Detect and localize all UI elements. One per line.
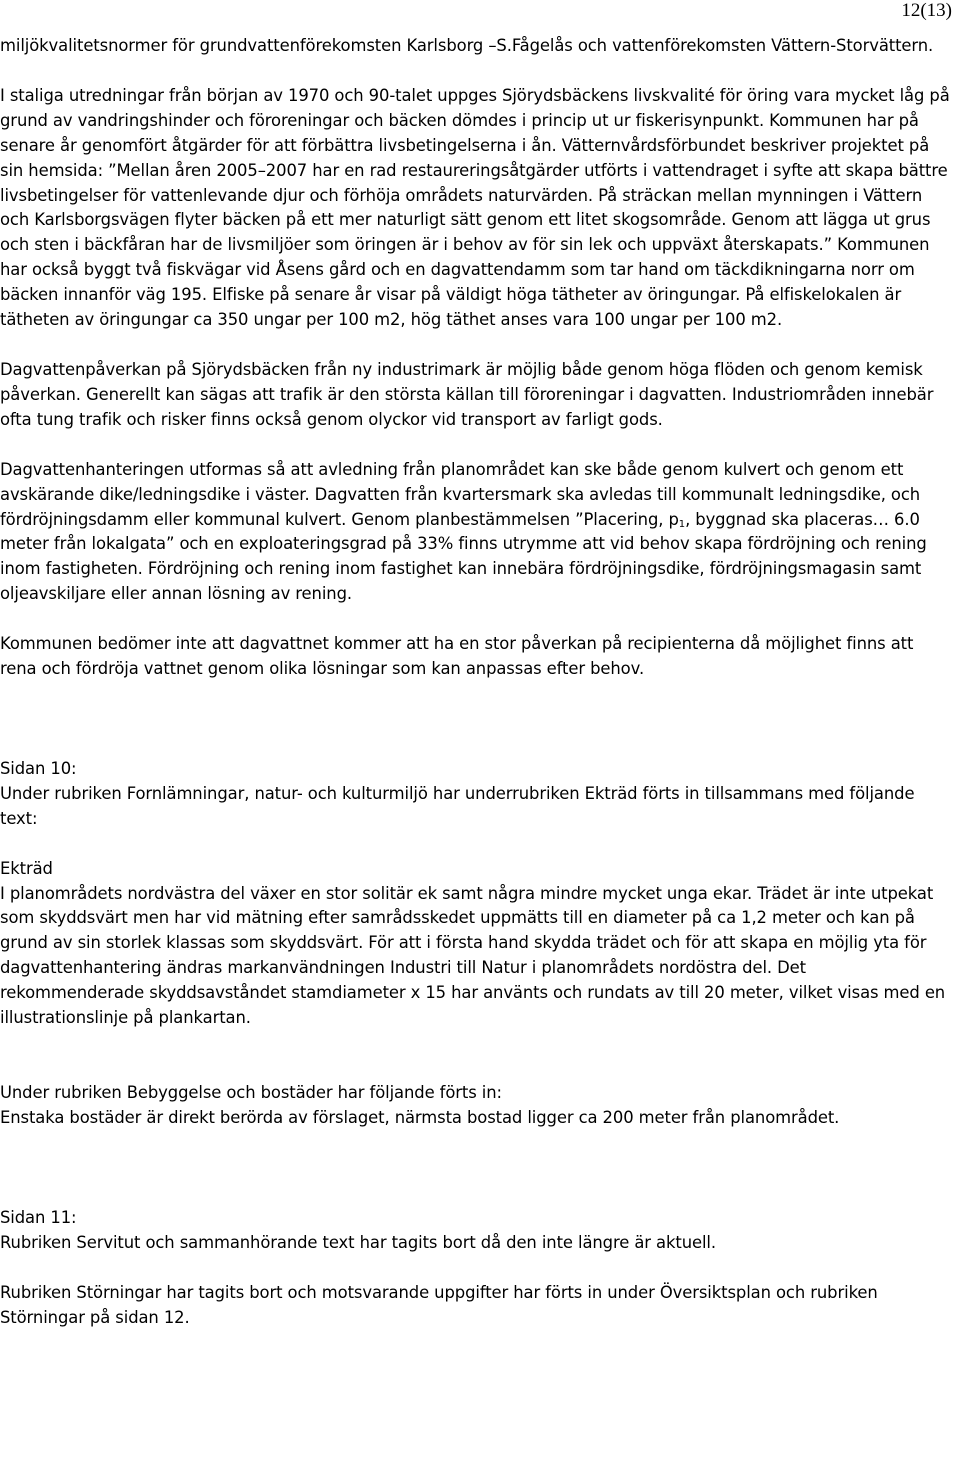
paragraph-spacer: [0, 433, 952, 458]
dagvattenhantering-text-end: , byggnad ska placeras… 6.0 meter från lokalgata” och en exploateringsgrad på 33% finns utrymme att vid behov skapa fördröjning och rening inom fastigheten. Fördröjning och rening inom fastighet kan innebära fördröjningsdike, fördröjningsmagasin samt oljeavskiljare eller annan lösning av rening.: [0, 509, 927, 604]
paragraph-sjorydsbacken: I staliga utredningar från början av 1970 och 90-talet uppges Sjörydsbäckens livskvalité för öring vara mycket låg på grund av vandringshinder och föroreningar och bäcken dömdes i princip ut ur fiskerisynpunkt. Kommunen har på senare år genomfört åtgärder för att förbättra livsbetingelserna i ån. Vätternvårdsförbundet beskriver projektet på sin hemsida: ”Mellan åren 2005–2007 har en rad restaureringsåtgärder utförts i vattendraget i syfte att skapa bättre livsbetingelser för vattenlevande djur och förhöja områdets naturvärden. På sträckan mellan mynningen i Vättern och Karlsborgsvägen flyter bäcken på ett mer naturligt sätt genom ett litet skogsområde. Genom att lägga ut grus och sten i bäckfåran har de livsmiljöer som öringen är i behov av för sin lek och uppväxt återskapats.” Kommunen har också byggt två fiskvägar vid Åsens gård och en dagvattendamm som tar hand om täckdikningarna norr om bäcken innanför väg 195. Elfiske på senare år visar på väldigt höga tätheter av öringungar. På elfiskelokalen är tätheten av öringungar ca 350 ungar per 100 m2, hög täthet anses vara 100 ungar per 100 m2.: [0, 85, 950, 330]
paragraph-kommunen-bedomer: Kommunen bedömer inte att dagvattnet kommer att ha en stor påverkan på recipienterna då möjlighet finns att rena och fördröja vattnet genom olika lösningar som kan anpassas efter behov.: [0, 634, 914, 679]
sidan-10-heading: Sidan 10:: [0, 758, 77, 778]
section-spacer: [0, 1131, 952, 1206]
paragraph-miljokvalitetsnormer: miljökvalitetsnormer för grundvattenförekomsten Karlsborg –S.Fågelås och vattenförekomsten Vättern-Storvättern.: [0, 36, 934, 55]
document-body: [0, 34, 952, 1330]
section-spacer: [0, 1031, 952, 1081]
placering-subscript: 1: [678, 518, 686, 530]
sidan-10-intro: Under rubriken Fornlämningar, natur- och kulturmiljö har underrubriken Ekträd förts in tillsammans med följande text:: [0, 783, 915, 828]
ektrad-subheading: Ekträd: [0, 858, 53, 878]
paragraph-spacer: [0, 1256, 952, 1281]
paragraph-dagvattenpaverkan: Dagvattenpåverkan på Sjörydsbäcken från ny industrimark är möjlig både genom höga flöden och genom kemisk påverkan. Generellt kan sägas att trafik är den största källan till föroreningar i dagvatten. Industriområden innebär ofta tung trafik och risker finns också genom olyckor vid transport av farligt gods.: [0, 359, 934, 429]
bebyggelse-intro: Under rubriken Bebyggelse och bostäder har följande förts in:: [0, 1083, 502, 1102]
paragraph-spacer: [0, 607, 952, 632]
storningar-text: Rubriken Störningar har tagits bort och motsvarande uppgifter har förts in under Översiktsplan och rubriken Störningar på sidan 12.: [0, 1282, 878, 1327]
paragraph-spacer: [0, 333, 952, 358]
paragraph-dagvattenhantering: [0, 458, 952, 607]
sidan-11-heading: Sidan 11:: [0, 1207, 77, 1227]
paragraph-spacer: [0, 832, 952, 857]
bebyggelse-text: Enstaka bostäder är direkt berörda av förslaget, närmsta bostad ligger ca 200 meter från planområdet.: [0, 1107, 840, 1127]
section-spacer: [0, 682, 952, 757]
ektrad-body: I planområdets nordvästra del växer en stor solitär ek samt några mindre mycket unga ekar. Trädet är inte utpekat som skyddsvärt men har vid mätning efter samrådsskedet uppmätts till en diameter på ca 1,2 meter och kan på grund av sin storlek klassas som skyddsvärt. För att i första hand skydda trädet och för att skapa en möjlig yta för dagvattenhantering ändras markanvändningen Industri till Natur i planområdets nordöstra del. Det rekommenderade skyddsavståndet stamdiameter x 15 har använts och rundats av till 20 meter, vilket visas med en illustrationslinje på plankartan.: [0, 883, 946, 1028]
page-number: 12(13): [901, 0, 952, 21]
dagvattenhantering-text-start: Dagvattenhanteringen utformas så att avledning från planområdet kan ske både genom kulvert och genom ett avskärande dike/ledningsdike i väster. Dagvatten från kvartersmark ska avledas till kommunalt ledningsdike, och fördröjningsdamm eller kommunal kulvert. Genom planbestämmelsen ”Placering, p: [0, 459, 921, 529]
servitut-text: Rubriken Servitut och sammanhörande text har tagits bort då den inte längre är aktuell.: [0, 1232, 717, 1252]
paragraph-spacer: [0, 59, 952, 84]
